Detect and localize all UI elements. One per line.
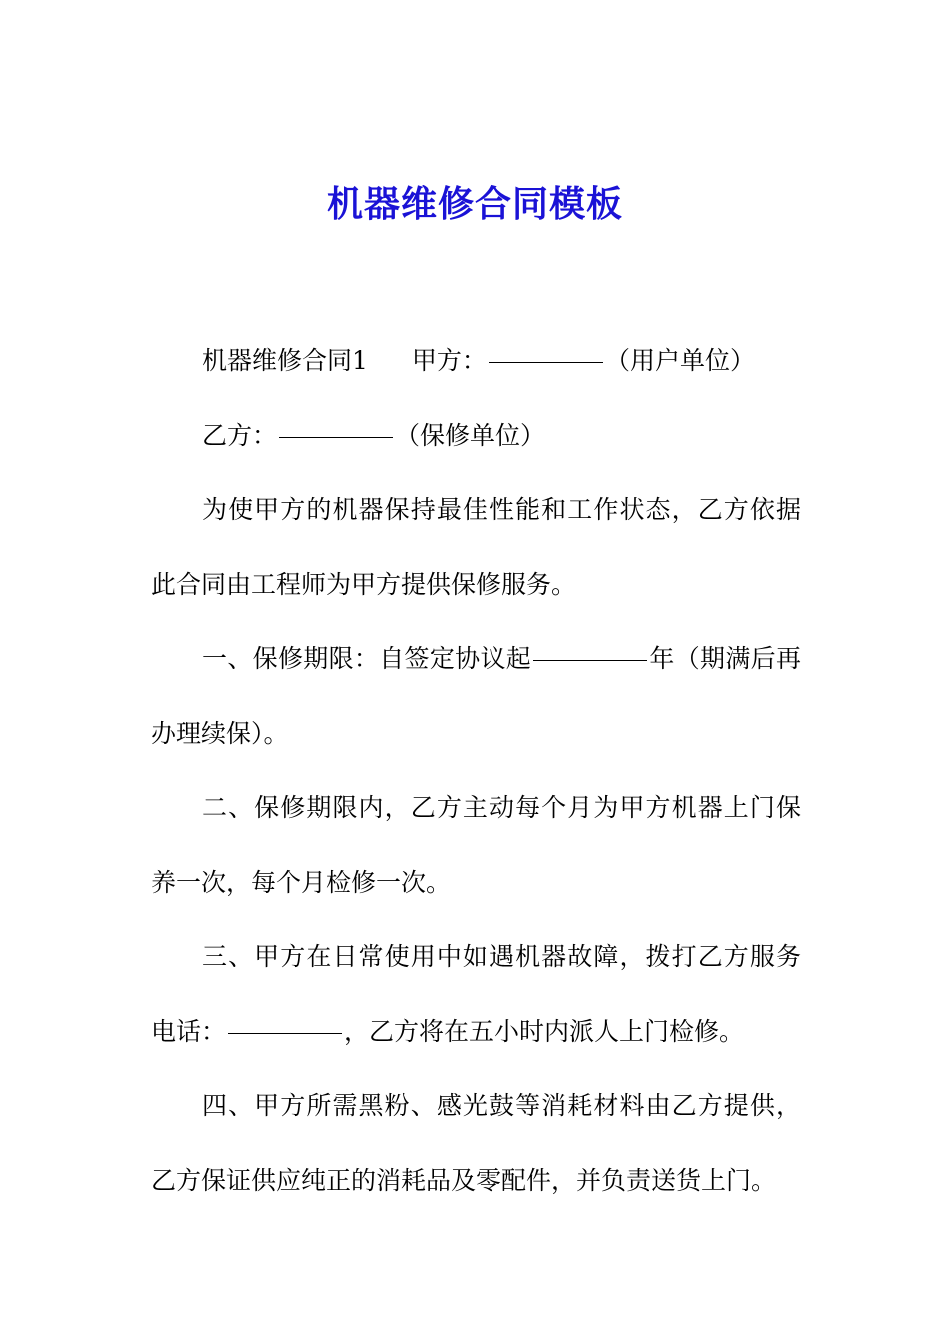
document-body	[151, 324, 801, 1218]
party-a-blank	[489, 361, 603, 363]
clause-3-text-end: ，乙方将在五小时内派人上门检修。	[344, 1016, 745, 1046]
clause-1-text-end: 年（期满后再办理续保）。	[151, 644, 801, 748]
service-phone-blank	[228, 1032, 342, 1034]
party-a-note: （用户单位）	[604, 346, 755, 375]
contract-name: 机器维修合同1	[202, 346, 368, 375]
party-b-line	[151, 399, 801, 474]
clause-2: 二、保修期限内，乙方主动每个月为甲方机器上门保养一次，每个月检修一次。	[151, 793, 801, 897]
clause-3	[151, 920, 801, 1069]
party-b-label: 乙方：	[202, 420, 278, 450]
party-b-blank	[279, 436, 393, 438]
intro-paragraph: 为使甲方的机器保持最佳性能和工作状态，乙方依据此合同由工程师为甲方提供保修服务。	[151, 495, 801, 599]
clause-1-text: 一、保修期限：自签定协议起	[202, 644, 532, 673]
clause-4: 四、甲方所需黑粉、感光鼓等消耗材料由乙方提供，乙方保证供应纯正的消耗品及零配件，并负责送货上门。	[151, 1091, 801, 1195]
party-b-note: （保修单位）	[395, 420, 546, 450]
clause-3-text: 三、甲方在日常使用中如遇机器故障，拨打乙方服务电话：	[151, 942, 801, 1046]
clause-1	[151, 622, 801, 771]
contract-heading-line	[151, 324, 801, 399]
document-title: 机器维修合同模板	[326, 184, 623, 225]
term-years-blank	[533, 659, 647, 661]
party-a-label: 甲方：	[411, 346, 487, 375]
